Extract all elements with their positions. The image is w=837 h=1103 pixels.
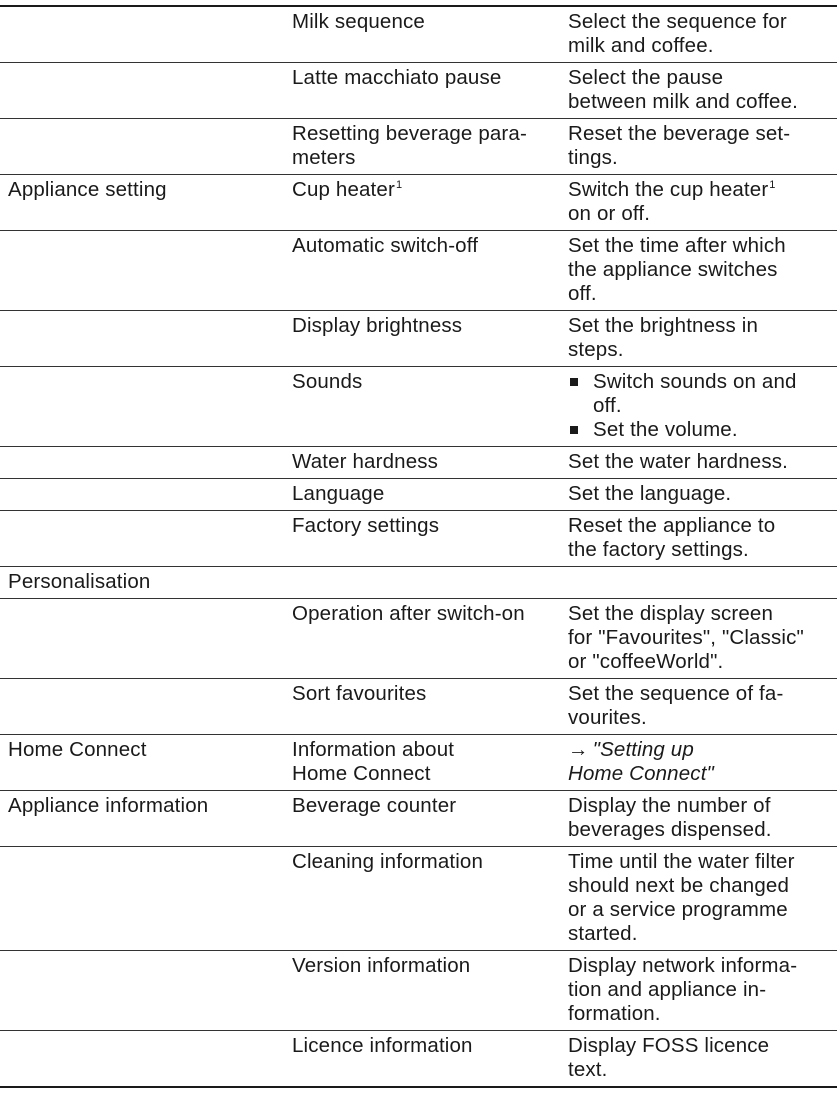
table-row — [0, 6, 837, 63]
menu-label: Appliance information — [8, 794, 209, 817]
bullet-text: Switch sounds on and — [593, 370, 797, 393]
setting-cell — [292, 511, 568, 567]
menu-cell — [0, 6, 292, 63]
setting-cell — [292, 1031, 568, 1088]
cross-reference-link[interactable] — [568, 738, 837, 762]
setting-cell — [292, 567, 568, 599]
table-row — [0, 231, 837, 311]
description-text — [568, 178, 837, 202]
menu-cell — [0, 679, 292, 735]
description-text: Select the sequence for — [568, 10, 787, 33]
description-cell — [568, 119, 837, 175]
description-cell — [568, 735, 837, 791]
description-cell — [568, 447, 837, 479]
description-text-part: Switch the cup heater — [568, 178, 769, 201]
setting-label: Display brightness — [292, 314, 463, 337]
menu-label: Personalisation — [8, 570, 151, 593]
table-row — [0, 951, 837, 1031]
menu-cell — [0, 735, 292, 791]
menu-cell — [0, 311, 292, 367]
menu-cell — [0, 175, 292, 231]
table-row — [0, 119, 837, 175]
menu-cell — [0, 511, 292, 567]
setting-label: Cleaning information — [292, 850, 484, 873]
setting-cell — [292, 63, 568, 119]
setting-label: Language — [292, 482, 385, 505]
description-text: Select the pause — [568, 66, 724, 89]
cross-reference-text: Home Connect" — [568, 762, 714, 785]
description-cell — [568, 599, 837, 679]
description-text: Display FOSS licence — [568, 1034, 770, 1057]
description-text: the factory settings. — [568, 538, 749, 561]
bullet-item — [568, 370, 837, 418]
menu-cell — [0, 567, 292, 599]
description-text: Display the number of — [568, 794, 771, 817]
table-row — [0, 311, 837, 367]
description-cell — [568, 479, 837, 511]
footnote-marker: 1 — [395, 179, 403, 192]
square-bullet-icon — [570, 426, 578, 434]
menu-cell — [0, 119, 292, 175]
table-row — [0, 511, 837, 567]
setting-cell — [292, 599, 568, 679]
setting-cell — [292, 231, 568, 311]
description-text: Reset the beverage set- — [568, 122, 791, 145]
arrow-right-icon: → — [568, 738, 589, 761]
table-row — [0, 63, 837, 119]
description-cell — [568, 951, 837, 1031]
setting-label: Operation after switch-on — [292, 602, 525, 625]
menu-cell — [0, 847, 292, 951]
table-row — [0, 175, 837, 231]
menu-cell — [0, 1031, 292, 1088]
description-cell — [568, 367, 837, 447]
setting-cell — [292, 479, 568, 511]
description-cell — [568, 567, 837, 599]
setting-label: Water hardness — [292, 450, 439, 473]
setting-label: Milk sequence — [292, 10, 425, 33]
table-row — [0, 367, 837, 447]
description-text: started. — [568, 922, 638, 945]
bullet-item — [568, 418, 837, 442]
setting-cell — [292, 6, 568, 63]
footnote-marker: 1 — [769, 179, 776, 192]
square-bullet-icon — [570, 378, 578, 386]
setting-label: Beverage counter — [292, 794, 457, 817]
description-text: or a service programme — [568, 898, 788, 921]
description-cell — [568, 511, 837, 567]
table-row — [0, 599, 837, 679]
menu-label: Home Connect — [8, 738, 147, 761]
table-row — [0, 479, 837, 511]
setting-cell — [292, 367, 568, 447]
description-cell — [568, 847, 837, 951]
setting-label: Latte macchiato pause — [292, 66, 502, 89]
setting-label — [292, 178, 568, 202]
description-cell — [568, 1031, 837, 1088]
setting-label: Information about — [292, 738, 455, 761]
setting-label: Home Connect — [292, 762, 431, 785]
settings-table — [0, 5, 837, 1088]
table-row — [0, 679, 837, 735]
description-text: for "Favourites", "Classic" — [568, 626, 804, 649]
setting-label: Factory settings — [292, 514, 440, 537]
description-cell — [568, 63, 837, 119]
description-text: Reset the appliance to — [568, 514, 776, 537]
description-cell — [568, 175, 837, 231]
setting-cell — [292, 679, 568, 735]
description-text: Set the water hardness. — [568, 450, 788, 473]
setting-cell — [292, 847, 568, 951]
setting-cell — [292, 311, 568, 367]
menu-cell — [0, 63, 292, 119]
description-text: formation. — [568, 1002, 661, 1025]
setting-cell — [292, 175, 568, 231]
description-cell — [568, 791, 837, 847]
setting-label: Automatic switch-off — [292, 234, 479, 257]
description-text: tion and appliance in- — [568, 978, 767, 1001]
table-row — [0, 567, 837, 599]
description-cell — [568, 6, 837, 63]
description-text: Set the brightness in — [568, 314, 759, 337]
setting-label: Licence information — [292, 1034, 473, 1057]
description-text: tings. — [568, 146, 618, 169]
description-cell — [568, 231, 837, 311]
description-text: the appliance switches — [568, 258, 778, 281]
setting-cell — [292, 951, 568, 1031]
setting-cell — [292, 119, 568, 175]
menu-cell — [0, 231, 292, 311]
menu-cell — [0, 791, 292, 847]
description-text: on or off. — [568, 202, 651, 225]
setting-label: Sort favourites — [292, 682, 427, 705]
bullet-list — [568, 370, 837, 442]
description-text: off. — [568, 282, 597, 305]
setting-cell — [292, 447, 568, 479]
bullet-text: Set the volume. — [593, 418, 738, 441]
menu-cell — [0, 951, 292, 1031]
description-cell — [568, 311, 837, 367]
menu-cell — [0, 367, 292, 447]
cross-reference-text: "Setting up — [592, 738, 694, 761]
menu-cell — [0, 599, 292, 679]
description-text: or "coffeeWorld". — [568, 650, 724, 673]
description-text: steps. — [568, 338, 624, 361]
menu-label: Appliance setting — [8, 178, 167, 201]
description-text: Set the display screen — [568, 602, 773, 625]
setting-cell — [292, 791, 568, 847]
menu-cell — [0, 447, 292, 479]
setting-cell — [292, 735, 568, 791]
table-row — [0, 447, 837, 479]
description-cell — [568, 679, 837, 735]
table-row — [0, 735, 837, 791]
menu-cell — [0, 479, 292, 511]
description-text: Display network informa- — [568, 954, 798, 977]
description-text: vourites. — [568, 706, 647, 729]
description-text: Set the sequence of fa- — [568, 682, 784, 705]
description-text: Time until the water filter — [568, 850, 795, 873]
setting-label: Sounds — [292, 370, 363, 393]
description-text: between milk and coffee. — [568, 90, 799, 113]
description-text: Set the language. — [568, 482, 732, 505]
description-text: Set the time after which — [568, 234, 786, 257]
table-row — [0, 847, 837, 951]
setting-label: Resetting beverage para- — [292, 122, 527, 145]
setting-label: Version information — [292, 954, 471, 977]
table-row — [0, 791, 837, 847]
table-row — [0, 1031, 837, 1088]
description-text: should next be changed — [568, 874, 790, 897]
bullet-text: off. — [593, 394, 622, 417]
description-text: text. — [568, 1058, 608, 1081]
description-text: beverages dispensed. — [568, 818, 772, 841]
setting-label: meters — [292, 146, 356, 169]
description-text: milk and coffee. — [568, 34, 714, 57]
setting-label-text: Cup heater — [292, 178, 395, 201]
